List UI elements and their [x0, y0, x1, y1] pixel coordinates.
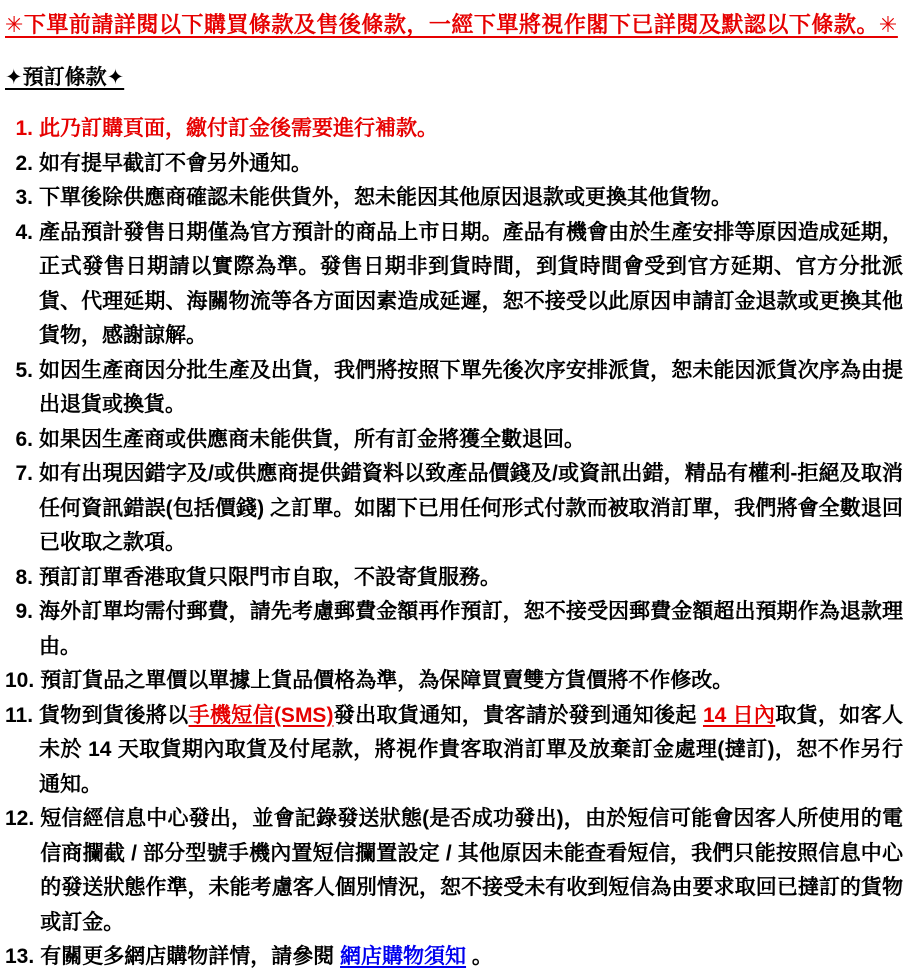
- term-number: 8.: [15, 565, 33, 589]
- term-number: 10.: [5, 669, 35, 692]
- term-number: 11.: [5, 703, 34, 727]
- term-item-9: [5, 595, 905, 664]
- term-text-segment: 預訂貨品之單價以單據上貨品價格為準，為保障買賣雙方貨價將不作修改。: [40, 669, 734, 692]
- term-text: [40, 940, 905, 975]
- term-text: [39, 561, 905, 596]
- term-item-12: [5, 802, 905, 940]
- highlighted-red-text: 手機短信(SMS): [188, 703, 334, 727]
- term-text: [39, 181, 905, 216]
- store-shopping-guide-link[interactable]: 網店購物須知: [340, 945, 467, 968]
- term-text: [40, 802, 905, 940]
- term-text: [39, 216, 905, 354]
- term-number: 4.: [15, 220, 33, 244]
- term-item-8: [5, 561, 905, 596]
- terms-list: [5, 112, 905, 975]
- term-text: [39, 699, 905, 803]
- term-text-segment: 下單後除供應商確認未能供貨外，恕未能因其他原因退款或更換其他貨物。: [39, 186, 732, 209]
- term-text: [39, 112, 905, 147]
- term-item-6: [5, 423, 905, 458]
- term-text: [39, 457, 905, 561]
- term-item-4: [5, 216, 905, 354]
- term-number: 3.: [15, 186, 33, 209]
- term-text-segment: 發出取貨通知，貴客請於發到通知後起: [333, 703, 703, 727]
- term-number: 9.: [15, 600, 33, 623]
- term-text-segment: 如因生產商因分批生產及出貨，我們將按照下單先後次序安排派貨，恕未能因派貨次序為由提出退貨或換貨。: [39, 358, 903, 416]
- term-text-segment: 海外訂單均需付郵費，請先考慮郵費金額再作預訂，恕不接受因郵費金額超出預期作為退款理由。: [39, 600, 903, 658]
- term-item-11: [5, 699, 905, 803]
- term-item-13: [5, 940, 905, 975]
- term-number: 5.: [15, 358, 33, 382]
- term-text-segment: 如有提早截訂不會另外通知。: [39, 151, 312, 175]
- term-number: 1.: [15, 117, 33, 140]
- term-text-segment: 有關更多網店購物詳情，請參閱: [40, 945, 341, 968]
- term-item-1: [5, 112, 905, 147]
- term-text: [39, 595, 905, 664]
- term-item-7: [5, 457, 905, 561]
- term-item-10: [5, 664, 905, 699]
- term-text-segment: 如有出現因錯字及/或供應商提供錯資料以致產品價錢及/或資訊出錯，精品有權利-拒絕及取消任何資訊錯誤(包括價錢) 之訂單。如閣下已用任何形式付款而被取消訂單，我們將會全數退回已收取之款項。: [39, 462, 903, 554]
- term-text: [40, 664, 905, 699]
- term-text-segment: 預訂訂單香港取貨只限門市自取，不設寄貨服務。: [39, 565, 501, 589]
- term-item-2: [5, 147, 905, 182]
- section-title-preorder-terms: ✦預訂條款✦: [5, 66, 125, 89]
- term-number: 7.: [15, 462, 33, 485]
- term-text-segment: 貨物到貨後將以: [39, 703, 189, 727]
- term-item-3: [5, 181, 905, 216]
- term-text: [39, 147, 905, 182]
- term-text: [39, 354, 905, 423]
- term-number: 2.: [15, 151, 33, 175]
- term-text-segment: 短信經信息中心發出，並會記錄發送狀態(是否成功發出)，由於短信可能會因客人所使用的電信商攔截 / 部分型號手機內置短信攔置設定 / 其他原因未能查看短信，我們只能按照信息中心的發送狀態作準，未能考慮客人個別情況，恕不接受未有收到短信為由要求取回已撻訂的貨物或訂金。: [40, 807, 903, 934]
- term-number: 6.: [15, 427, 33, 451]
- term-text-segment: 產品預計發售日期僅為官方預計的商品上市日期。產品有機會由於生產安排等原因造成延期，正式發售日期請以實際為準。發售日期非到貨時間，到貨時間會受到官方延期、官方分批派貨、代理延期、海關物流等各方面因素造成延遲，恕不接受以此原因申請訂金退款或更換其他貨物，感謝諒解。: [39, 220, 903, 347]
- term-text-segment: 此乃訂購頁面，繳付訂金後需要進行補款。: [39, 117, 438, 140]
- term-number: 13.: [5, 945, 35, 968]
- term-item-5: [5, 354, 905, 423]
- term-number: 12.: [5, 807, 35, 830]
- term-text-segment: 取貨，如客人未於 14 天取貨期內取貨及付尾款，將視作貴客取消訂單及放棄訂金處理(撻訂)，恕不作另行通知。: [39, 703, 904, 796]
- term-text: [39, 423, 905, 458]
- term-text-segment: 如果因生產商或供應商未能供貨，所有訂金將獲全數退回。: [39, 427, 585, 451]
- term-text-segment: 。: [466, 945, 493, 968]
- highlighted-red-text: 14 日內: [702, 703, 776, 727]
- warning-title: ✳下單前請詳閱以下購買條款及售後條款，一經下單將視作閣下已詳閱及默認以下條款。✳: [5, 12, 898, 37]
